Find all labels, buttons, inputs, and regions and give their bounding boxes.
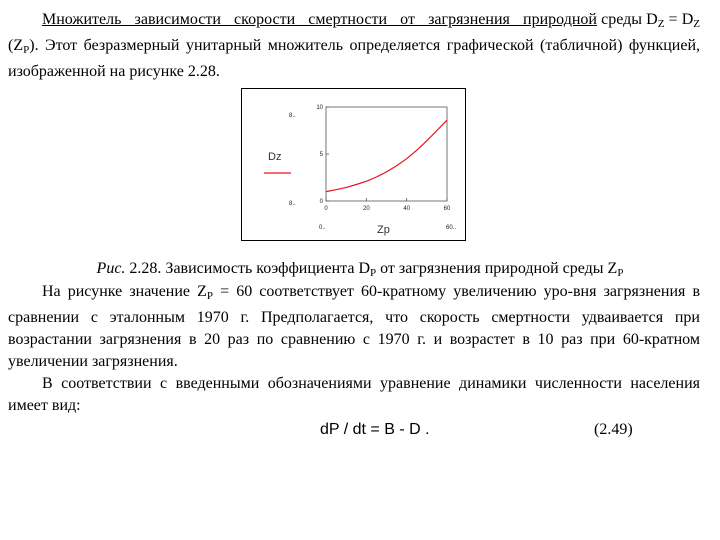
x-tick-label: 0 bbox=[324, 206, 328, 212]
paragraph-2-text-b: = 60 соответствует 60-кратному увеличению уро-вня загрязнения в сравнении с эталонным 1970 г. Предполагается, что скорость смертности удваивается при возрастании загрязнения в 20 раз по сравнению с 1970 г. и возрастет в 10 раз при 60-кратном увеличении загрязнения. bbox=[8, 283, 701, 370]
equation-2-49: dP / dt = B - D . bbox=[320, 421, 430, 438]
y-corner-top-label: 8.. bbox=[289, 113, 296, 119]
paragraph-1-text-d: ). Этот безразмерный унитарный множитель определяется графической (табличной) функцией, изображенной на рисунке 2.28. bbox=[8, 37, 700, 80]
paragraph-2 bbox=[8, 281, 700, 373]
paragraph-3: В соответствии с введенными обозначениями уравнение динамики численности населения имеет вид: bbox=[8, 375, 700, 414]
x-corner-left-label: 0.. bbox=[319, 225, 326, 231]
series-line-dz bbox=[326, 120, 447, 191]
legend-label: Dz bbox=[268, 151, 282, 163]
x-tick-label: 40 bbox=[403, 206, 411, 212]
subscript-p: P bbox=[23, 44, 30, 56]
caption-subscript-p2: P bbox=[617, 267, 624, 279]
y-tick-label: 10 bbox=[316, 105, 323, 111]
caption-text-b: от загрязнения природной среды Z bbox=[376, 260, 618, 277]
paragraph-1-text-b: = D bbox=[664, 11, 694, 28]
paragraph-2-text-a: На рисунке значение Z bbox=[42, 283, 207, 300]
x-axis-label: Zp bbox=[377, 224, 390, 236]
paragraph-1-text-c: (Z bbox=[8, 37, 24, 54]
x-tick-label: 20 bbox=[362, 206, 370, 212]
x-corner-right-label: 60.. bbox=[446, 225, 457, 231]
figure-2-28 bbox=[241, 88, 466, 241]
subscript-z: Z bbox=[657, 18, 665, 30]
caption-prefix: Рис. bbox=[96, 260, 126, 277]
paragraph-1 bbox=[8, 9, 700, 82]
plot-frame bbox=[326, 107, 447, 201]
caption-text-a: 2.28. Зависимость коэффициента D bbox=[125, 260, 370, 277]
equation-number: (2.49) bbox=[594, 421, 633, 438]
subscript-z: Z bbox=[693, 18, 701, 30]
paragraph-1-first-line: Множитель зависимости скорости смертности от загрязнения природной bbox=[42, 11, 597, 28]
paragraph-2-subscript-p: P bbox=[206, 290, 214, 302]
y-tick-label: 5 bbox=[319, 152, 323, 158]
x-tick-label: 60 bbox=[443, 206, 451, 212]
y-corner-bottom-label: 8.. bbox=[289, 201, 296, 207]
y-tick-label: 0 bbox=[319, 199, 323, 205]
caption-subscript-p: P bbox=[370, 267, 377, 279]
dz-chart bbox=[242, 89, 467, 242]
paragraph-1-text-a: среды D bbox=[601, 11, 658, 28]
